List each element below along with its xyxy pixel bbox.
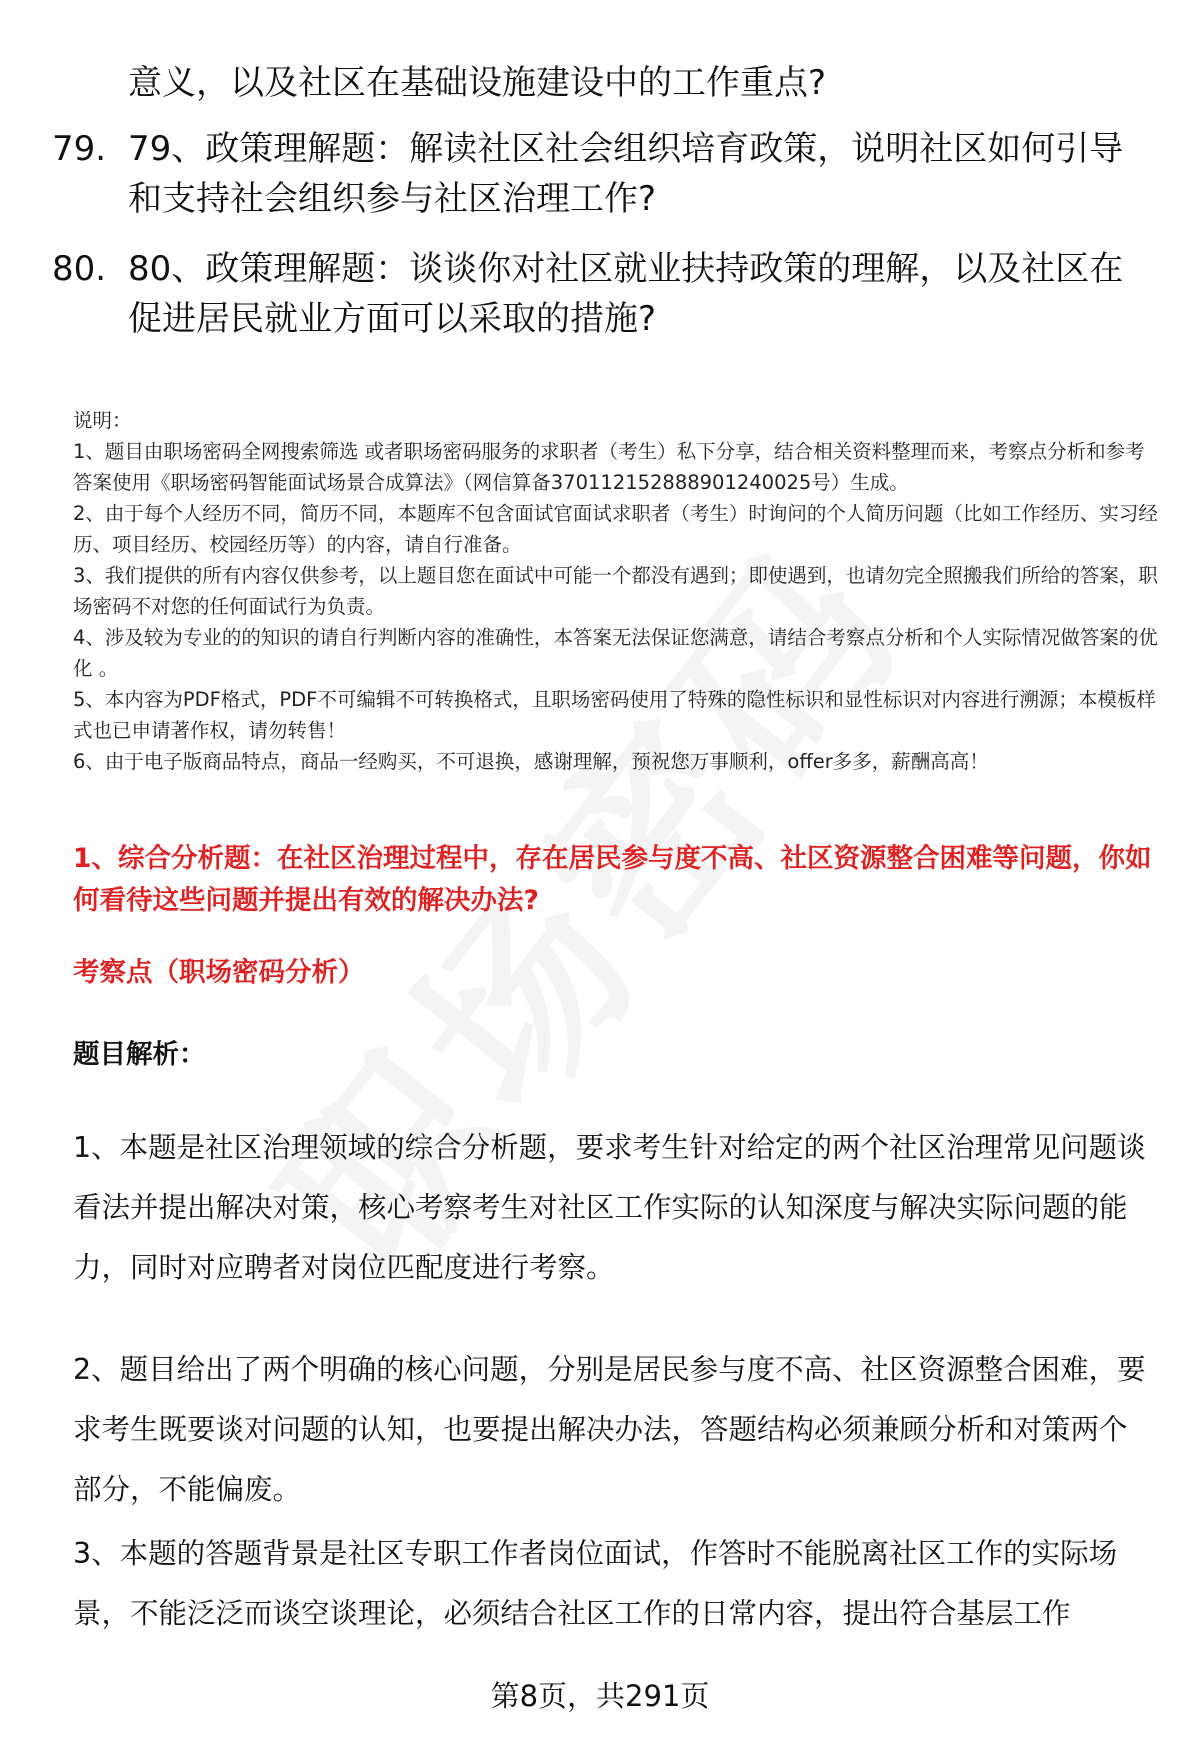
note-item: 4、涉及较为专业的的知识的请自行判断内容的准确性，本答案无法保证您满意，请结合考察点分析和个人实际情况做答案的优化 。 [73, 626, 1158, 680]
notes-title: 说明： [73, 409, 132, 432]
question-number: 80. [52, 249, 107, 289]
analysis-paragraph: 1、本题是社区治理领域的综合分析题，要求考生针对给定的两个社区治理常见问题谈看法并提出解决对策，核心考察考生对社区工作实际的认知深度与解决实际问题的能力，同时对应聘者对岗位匹配度进行考察。 [73, 1131, 1146, 1284]
analysis-subtitle: 考察点（职场密码分析） [73, 957, 365, 988]
analysis-paragraph: 3、本题的答题背景是社区专职工作者岗位面试，作答时不能脱离社区工作的实际场景，不能泛泛而谈空谈理论，必须结合社区工作的日常内容，提出符合基层工作 [73, 1537, 1118, 1630]
analysis-section [73, 838, 1153, 1644]
section-title: 题目解析： [73, 1039, 206, 1070]
note-item: 2、由于每个人经历不同，简历不同，本题库不包含面试官面试求职者（考生）时询问的个人简历问题（比如工作经历、实习经历、项目经历、校园经历等）的内容，请自行准备。 [73, 502, 1158, 556]
question-list [52, 58, 1152, 364]
question-text: 79、政策理解题：解读社区社会组织培育政策，说明社区如何引导和支持社会组织参与社区治理工作? [128, 129, 1124, 219]
question-item [52, 124, 1152, 224]
note-item: 1、题目由职场密码全网搜索筛选 或者职场密码服务的求职者（考生）私下分享，结合相关资料整理而来，考察点分析和参考答案使用《职场密码智能面试场景合成算法》（网信算备370112152888901240025号）生成。 [73, 440, 1145, 494]
note-item: 3、我们提供的所有内容仅供参考，以上题目您在面试中可能一个都没有遇到；即使遇到，也请勿完全照搬我们所给的答案，职场密码不对您的任何面试行为负责。 [73, 564, 1158, 618]
note-item: 6、由于电子版商品特点，商品一经购买，不可退换，感谢理解，预祝您万事顺利，offer多多，薪酬高高！ [73, 750, 989, 773]
question-item [52, 244, 1152, 344]
analysis-paragraph: 2、题目给出了两个明确的核心问题，分别是居民参与度不高、社区资源整合困难，要求考生既要谈对问题的认知，也要提出解决办法，答题结构必须兼顾分析和对策两个部分，不能偏废。 [73, 1353, 1146, 1506]
note-item: 5、本内容为PDF格式，PDF不可编辑不可转换格式，且职场密码使用了特殊的隐性标识和显性标识对内容进行溯源；本模板样式也已申请著作权，请勿转售！ [73, 688, 1156, 742]
question-continuation: 意义，以及社区在基础设施建设中的工作重点? [128, 63, 827, 103]
question-text: 80、政策理解题：谈谈你对社区就业扶持政策的理解，以及社区在促进居民就业方面可以采取的措施? [128, 249, 1124, 339]
page-footer: 第8页，共291页 [490, 1679, 710, 1713]
analysis-question: 1、综合分析题：在社区治理过程中，存在居民参与度不高、社区资源整合困难等问题，你如何看待这些问题并提出有效的解决办法? [73, 843, 1152, 916]
notes-section [73, 405, 1163, 777]
question-number: 79. [52, 129, 107, 169]
